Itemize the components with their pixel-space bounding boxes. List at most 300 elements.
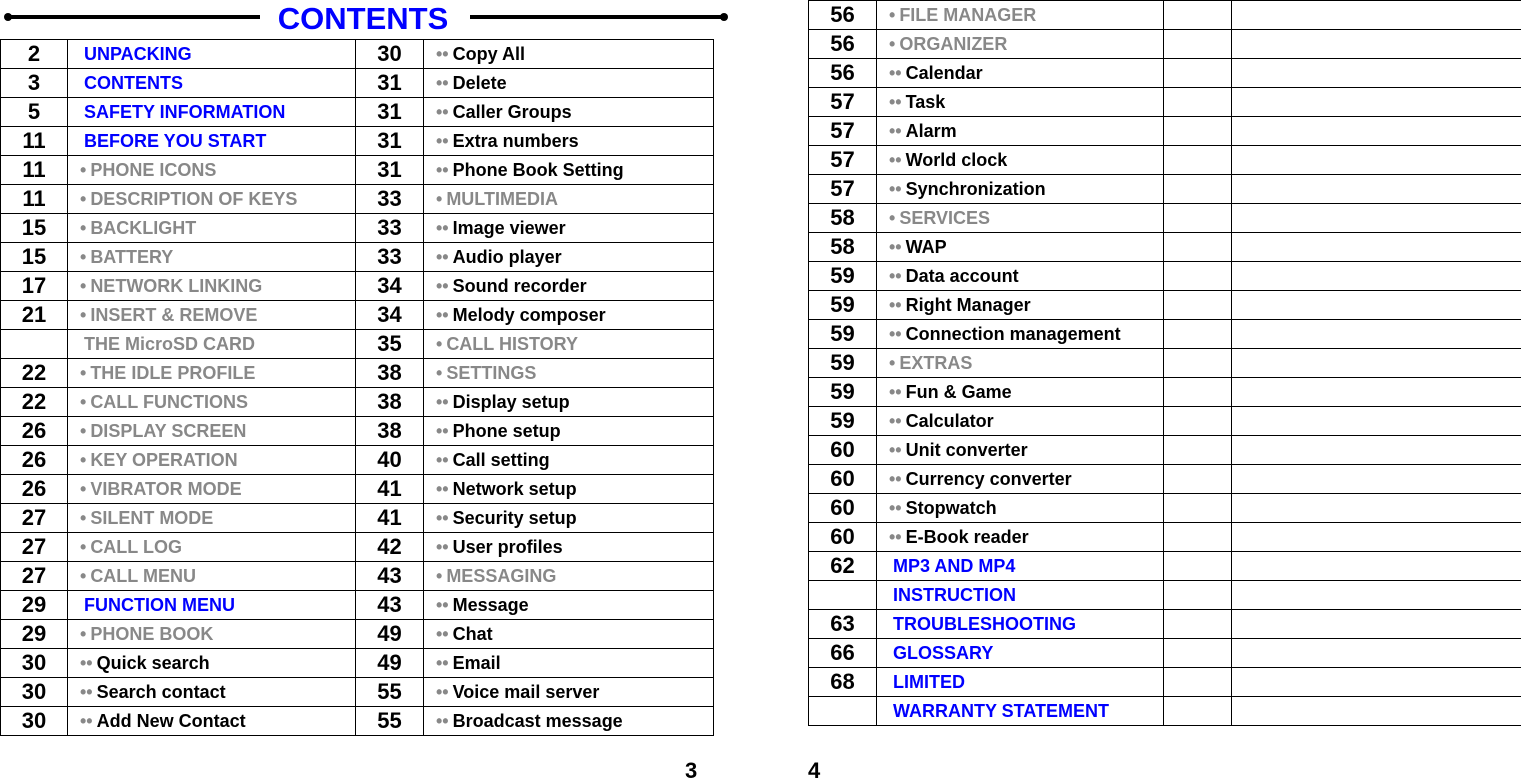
toc-page-number: 31 <box>356 98 424 127</box>
toc-entry-label: Phone setup <box>453 421 561 441</box>
toc-entry[interactable] <box>424 40 714 69</box>
toc-page-number: 57 <box>809 175 877 204</box>
empty-cell <box>1164 697 1232 726</box>
bullet-icon: • <box>80 276 86 296</box>
toc-entry[interactable] <box>424 388 714 417</box>
bullet-icon: • <box>80 160 86 180</box>
toc-entry[interactable] <box>424 504 714 533</box>
empty-cell <box>1164 436 1232 465</box>
page-title: CONTENTS <box>262 0 464 38</box>
toc-entry-label: Quick search <box>97 653 210 673</box>
toc-entry[interactable] <box>877 262 1164 291</box>
empty-cell <box>1164 639 1232 668</box>
table-row <box>1 185 714 214</box>
page-number-left: 3 <box>685 758 697 784</box>
empty-cell <box>1232 378 1521 407</box>
toc-entry[interactable] <box>68 620 356 649</box>
bullet-icon: •• <box>436 102 449 122</box>
empty-cell <box>1164 494 1232 523</box>
toc-entry-label: THE IDLE PROFILE <box>90 363 255 383</box>
toc-entry-label: INSERT & REMOVE <box>90 305 257 325</box>
bullet-icon: •• <box>889 63 902 83</box>
empty-cell <box>1164 262 1232 291</box>
bullet-icon: • <box>889 5 895 25</box>
toc-entry[interactable] <box>424 330 714 359</box>
table-row <box>1 388 714 417</box>
toc-entry[interactable] <box>424 301 714 330</box>
bullet-icon: •• <box>889 295 902 315</box>
toc-page-number: 15 <box>1 214 68 243</box>
toc-entry-label: PHONE ICONS <box>90 160 216 180</box>
empty-cell <box>1164 407 1232 436</box>
toc-entry[interactable] <box>68 678 356 707</box>
toc-entry[interactable] <box>68 388 356 417</box>
toc-page-number: 60 <box>809 465 877 494</box>
toc-page-number: 59 <box>809 320 877 349</box>
bullet-icon: •• <box>436 392 449 412</box>
toc-entry[interactable] <box>68 475 356 504</box>
toc-entry[interactable] <box>877 88 1164 117</box>
toc-page-number: 17 <box>1 272 68 301</box>
toc-page-number <box>1 330 68 359</box>
table-row <box>1 475 714 504</box>
toc-page-number <box>809 581 877 610</box>
bullet-icon: •• <box>436 218 449 238</box>
bullet-icon: • <box>80 189 86 209</box>
toc-entry[interactable] <box>68 591 356 620</box>
toc-table-left <box>0 39 714 736</box>
toc-entry-label: Alarm <box>906 121 957 141</box>
empty-cell <box>1232 465 1521 494</box>
toc-entry-label: Audio player <box>453 247 562 267</box>
empty-cell <box>1232 291 1521 320</box>
bullet-icon: •• <box>889 498 902 518</box>
toc-entry-label: Unit converter <box>906 440 1028 460</box>
table-row <box>1 591 714 620</box>
bullet-icon: •• <box>436 421 449 441</box>
toc-page-number: 59 <box>809 407 877 436</box>
empty-cell <box>1164 668 1232 697</box>
contents-header <box>0 0 730 38</box>
toc-page-number: 60 <box>809 523 877 552</box>
bullet-icon: •• <box>889 237 902 257</box>
table-row <box>809 320 1521 349</box>
toc-entry[interactable] <box>68 40 356 69</box>
empty-cell <box>1232 494 1521 523</box>
toc-page-number: 29 <box>1 620 68 649</box>
bullet-icon: •• <box>436 711 449 731</box>
toc-entry-label: Calculator <box>906 411 994 431</box>
table-row <box>809 1 1521 30</box>
toc-page-number: 30 <box>1 649 68 678</box>
table-row <box>1 127 714 156</box>
toc-entry[interactable] <box>877 30 1164 59</box>
bullet-icon: • <box>80 479 86 499</box>
toc-entry[interactable] <box>424 417 714 446</box>
table-row <box>809 523 1521 552</box>
toc-page-number <box>809 697 877 726</box>
toc-page-number: 38 <box>356 359 424 388</box>
table-row <box>1 156 714 185</box>
bullet-icon: •• <box>889 179 902 199</box>
table-row <box>809 436 1521 465</box>
toc-entry[interactable] <box>877 175 1164 204</box>
toc-page-number: 30 <box>1 707 68 736</box>
toc-entry-label: BACKLIGHT <box>90 218 196 238</box>
toc-entry-label: Voice mail server <box>453 682 600 702</box>
empty-cell <box>1232 88 1521 117</box>
toc-page-number: 57 <box>809 88 877 117</box>
empty-cell <box>1164 378 1232 407</box>
bullet-icon: •• <box>889 150 902 170</box>
bullet-icon: •• <box>889 440 902 460</box>
toc-page-number: 55 <box>356 678 424 707</box>
bullet-icon: • <box>889 208 895 228</box>
toc-page-number: 31 <box>356 127 424 156</box>
table-row <box>809 59 1521 88</box>
empty-cell <box>1232 349 1521 378</box>
toc-entry[interactable] <box>877 552 1164 581</box>
toc-entry[interactable] <box>877 523 1164 552</box>
bullet-icon: •• <box>436 160 449 180</box>
toc-entry-label: CONTENTS <box>84 73 183 93</box>
toc-entry-label: PHONE BOOK <box>90 624 213 644</box>
toc-entry-label: Phone Book Setting <box>453 160 624 180</box>
toc-entry[interactable] <box>68 446 356 475</box>
toc-entry[interactable] <box>424 533 714 562</box>
toc-entry[interactable] <box>68 707 356 736</box>
toc-page-number: 21 <box>1 301 68 330</box>
table-row <box>1 98 714 127</box>
toc-page-number: 29 <box>1 591 68 620</box>
toc-entry-label: Call setting <box>453 450 550 470</box>
toc-entry[interactable] <box>68 185 356 214</box>
empty-cell <box>1164 291 1232 320</box>
toc-entry[interactable] <box>877 378 1164 407</box>
table-row <box>809 146 1521 175</box>
toc-entry-label: World clock <box>906 150 1008 170</box>
toc-entry[interactable] <box>877 494 1164 523</box>
toc-entry-label: BEFORE YOU START <box>84 131 266 151</box>
bullet-icon: • <box>80 624 86 644</box>
toc-entry[interactable] <box>68 272 356 301</box>
toc-entry[interactable] <box>424 446 714 475</box>
bullet-icon: •• <box>889 324 902 344</box>
toc-page-number: 33 <box>356 185 424 214</box>
toc-entry[interactable] <box>424 707 714 736</box>
toc-entry-label: EXTRAS <box>899 353 972 373</box>
table-row <box>1 678 714 707</box>
toc-page-number: 49 <box>356 620 424 649</box>
empty-cell <box>1164 88 1232 117</box>
bullet-icon: •• <box>436 247 449 267</box>
toc-page-number: 27 <box>1 504 68 533</box>
toc-page-number: 22 <box>1 359 68 388</box>
toc-page-number: 42 <box>356 533 424 562</box>
rule-end-dot <box>720 13 728 21</box>
toc-entry-label: NETWORK LINKING <box>90 276 262 296</box>
table-row <box>1 359 714 388</box>
toc-entry-label: WARRANTY STATEMENT <box>893 701 1109 721</box>
table-row <box>809 697 1521 726</box>
toc-entry-label: User profiles <box>453 537 563 557</box>
empty-cell <box>1164 552 1232 581</box>
bullet-icon: •• <box>436 595 449 615</box>
toc-entry[interactable] <box>424 272 714 301</box>
toc-page-number: 68 <box>809 668 877 697</box>
toc-entry[interactable] <box>424 649 714 678</box>
empty-cell <box>1232 552 1521 581</box>
bullet-icon: • <box>436 334 442 354</box>
bullet-icon: • <box>80 247 86 267</box>
empty-cell <box>1164 581 1232 610</box>
toc-entry[interactable] <box>68 214 356 243</box>
empty-cell <box>1232 233 1521 262</box>
bullet-icon: •• <box>889 92 902 112</box>
table-row <box>1 707 714 736</box>
toc-entry[interactable] <box>877 320 1164 349</box>
toc-entry[interactable] <box>877 407 1164 436</box>
toc-table-right <box>808 0 1521 726</box>
toc-entry[interactable] <box>424 562 714 591</box>
toc-entry[interactable] <box>877 1 1164 30</box>
toc-entry-label: Chat <box>453 624 493 644</box>
bullet-icon: • <box>80 537 86 557</box>
toc-entry[interactable] <box>424 359 714 388</box>
table-row <box>809 291 1521 320</box>
toc-entry[interactable] <box>424 185 714 214</box>
toc-entry[interactable] <box>68 562 356 591</box>
toc-page-number: 59 <box>809 349 877 378</box>
bullet-icon: • <box>80 421 86 441</box>
empty-cell <box>1232 175 1521 204</box>
table-row <box>809 407 1521 436</box>
empty-cell <box>1164 523 1232 552</box>
empty-cell <box>1232 262 1521 291</box>
bullet-icon: •• <box>436 305 449 325</box>
toc-page-number: 62 <box>809 552 877 581</box>
toc-page-number: 63 <box>809 610 877 639</box>
toc-entry[interactable] <box>424 127 714 156</box>
toc-entry[interactable] <box>877 668 1164 697</box>
bullet-icon: •• <box>436 73 449 93</box>
toc-entry[interactable] <box>424 214 714 243</box>
toc-entry-label: CALL FUNCTIONS <box>90 392 248 412</box>
bullet-icon: • <box>80 218 86 238</box>
table-row <box>1 446 714 475</box>
toc-entry-label: Task <box>906 92 946 112</box>
bullet-icon: •• <box>889 382 902 402</box>
toc-page-number: 40 <box>356 446 424 475</box>
table-row <box>809 610 1521 639</box>
toc-page-number: 59 <box>809 291 877 320</box>
bullet-icon: • <box>80 508 86 528</box>
bullet-icon: • <box>436 363 442 383</box>
toc-entry-label: E-Book reader <box>906 527 1029 547</box>
toc-entry[interactable] <box>424 156 714 185</box>
table-row <box>809 668 1521 697</box>
table-row <box>809 349 1521 378</box>
toc-page-number: 49 <box>356 649 424 678</box>
toc-page-number: 30 <box>356 40 424 69</box>
toc-entry[interactable] <box>877 117 1164 146</box>
empty-cell <box>1164 146 1232 175</box>
table-row <box>809 117 1521 146</box>
toc-entry-label: BATTERY <box>90 247 173 267</box>
toc-entry[interactable] <box>68 417 356 446</box>
toc-page-number: 26 <box>1 417 68 446</box>
table-row <box>1 504 714 533</box>
toc-entry-label: Stopwatch <box>906 498 997 518</box>
toc-entry-label: GLOSSARY <box>893 643 993 663</box>
page-number-right: 4 <box>808 758 820 784</box>
toc-entry[interactable] <box>424 243 714 272</box>
bullet-icon: •• <box>889 266 902 286</box>
toc-entry-label: KEY OPERATION <box>90 450 237 470</box>
toc-entry[interactable] <box>877 349 1164 378</box>
toc-page-number: 35 <box>356 330 424 359</box>
toc-entry[interactable] <box>68 649 356 678</box>
bullet-icon: • <box>80 450 86 470</box>
toc-entry[interactable] <box>68 504 356 533</box>
bullet-icon: •• <box>436 131 449 151</box>
toc-page-number: 57 <box>809 117 877 146</box>
toc-entry[interactable] <box>424 620 714 649</box>
toc-entry[interactable] <box>68 156 356 185</box>
bullet-icon: •• <box>80 711 93 731</box>
toc-page-number: 43 <box>356 562 424 591</box>
toc-entry-label: Extra numbers <box>453 131 579 151</box>
empty-cell <box>1164 117 1232 146</box>
bullet-icon: •• <box>80 682 93 702</box>
toc-page-number: 15 <box>1 243 68 272</box>
table-row <box>1 533 714 562</box>
table-row <box>1 562 714 591</box>
toc-page-number: 11 <box>1 156 68 185</box>
bullet-icon: •• <box>80 653 93 673</box>
toc-entry-label: SAFETY INFORMATION <box>84 102 285 122</box>
toc-entry[interactable] <box>424 591 714 620</box>
bullet-icon: •• <box>436 276 449 296</box>
toc-entry-label: DISPLAY SCREEN <box>90 421 246 441</box>
toc-entry-label: Connection management <box>906 324 1121 344</box>
toc-page-number: 27 <box>1 562 68 591</box>
toc-entry-label: Delete <box>453 73 507 93</box>
toc-entry[interactable] <box>877 233 1164 262</box>
toc-page-number: 27 <box>1 533 68 562</box>
table-row <box>809 175 1521 204</box>
empty-cell <box>1232 668 1521 697</box>
toc-page-number: 60 <box>809 436 877 465</box>
toc-entry[interactable] <box>68 533 356 562</box>
toc-entry-label: Currency converter <box>906 469 1072 489</box>
toc-entry-label: Image viewer <box>453 218 566 238</box>
toc-entry[interactable] <box>877 59 1164 88</box>
toc-entry[interactable] <box>424 69 714 98</box>
table-row <box>809 262 1521 291</box>
toc-entry-label: FUNCTION MENU <box>84 595 235 615</box>
table-row <box>809 378 1521 407</box>
bullet-icon: • <box>436 566 442 586</box>
toc-entry-label: SETTINGS <box>446 363 536 383</box>
toc-entry[interactable] <box>424 475 714 504</box>
toc-entry-label: CALL HISTORY <box>446 334 578 354</box>
bullet-icon: •• <box>436 537 449 557</box>
toc-entry[interactable] <box>424 98 714 127</box>
toc-page-number: 26 <box>1 446 68 475</box>
toc-entry-label: FILE MANAGER <box>899 5 1036 25</box>
toc-page-number: 60 <box>809 494 877 523</box>
toc-entry[interactable] <box>877 436 1164 465</box>
empty-cell <box>1232 320 1521 349</box>
toc-entry[interactable] <box>68 301 356 330</box>
toc-entry-label: VIBRATOR MODE <box>90 479 241 499</box>
empty-cell <box>1164 30 1232 59</box>
toc-entry-label: Calendar <box>906 63 983 83</box>
toc-page-number: 58 <box>809 233 877 262</box>
empty-cell <box>1164 320 1232 349</box>
bullet-icon: • <box>80 392 86 412</box>
empty-cell <box>1232 639 1521 668</box>
bullet-icon: •• <box>436 653 449 673</box>
toc-entry[interactable] <box>424 678 714 707</box>
empty-cell <box>1232 1 1521 30</box>
toc-entry-label: MP3 AND MP4 <box>893 556 1015 576</box>
bullet-icon: • <box>80 305 86 325</box>
toc-page-number: 56 <box>809 59 877 88</box>
toc-page-number: 58 <box>809 204 877 233</box>
table-row <box>1 330 714 359</box>
table-row <box>809 204 1521 233</box>
toc-entry[interactable] <box>68 127 356 156</box>
toc-entry[interactable] <box>877 291 1164 320</box>
toc-entry[interactable] <box>877 610 1164 639</box>
bullet-icon: •• <box>436 508 449 528</box>
toc-entry-label: Right Manager <box>906 295 1031 315</box>
empty-cell <box>1232 697 1521 726</box>
empty-cell <box>1164 610 1232 639</box>
empty-cell <box>1232 610 1521 639</box>
bullet-icon: •• <box>889 469 902 489</box>
bullet-icon: •• <box>436 44 449 64</box>
toc-entry[interactable] <box>877 697 1164 726</box>
table-row <box>809 465 1521 494</box>
toc-entry[interactable] <box>68 330 356 359</box>
toc-entry[interactable] <box>68 243 356 272</box>
toc-page-number: 22 <box>1 388 68 417</box>
toc-entry-label: Sound recorder <box>453 276 587 296</box>
toc-entry[interactable] <box>877 581 1164 610</box>
toc-entry[interactable] <box>68 69 356 98</box>
toc-page-number: 59 <box>809 378 877 407</box>
toc-entry[interactable] <box>68 98 356 127</box>
toc-entry-label: Security setup <box>453 508 577 528</box>
toc-entry[interactable] <box>877 639 1164 668</box>
toc-entry[interactable] <box>877 465 1164 494</box>
toc-entry[interactable] <box>877 204 1164 233</box>
empty-cell <box>1232 581 1521 610</box>
toc-entry-label: WAP <box>906 237 947 257</box>
toc-page-number: 30 <box>1 678 68 707</box>
bullet-icon: •• <box>889 121 902 141</box>
empty-cell <box>1164 233 1232 262</box>
toc-page-number: 66 <box>809 639 877 668</box>
toc-page-number: 43 <box>356 591 424 620</box>
bullet-icon: •• <box>436 624 449 644</box>
empty-cell <box>1164 465 1232 494</box>
toc-entry[interactable] <box>68 359 356 388</box>
toc-entry[interactable] <box>877 146 1164 175</box>
